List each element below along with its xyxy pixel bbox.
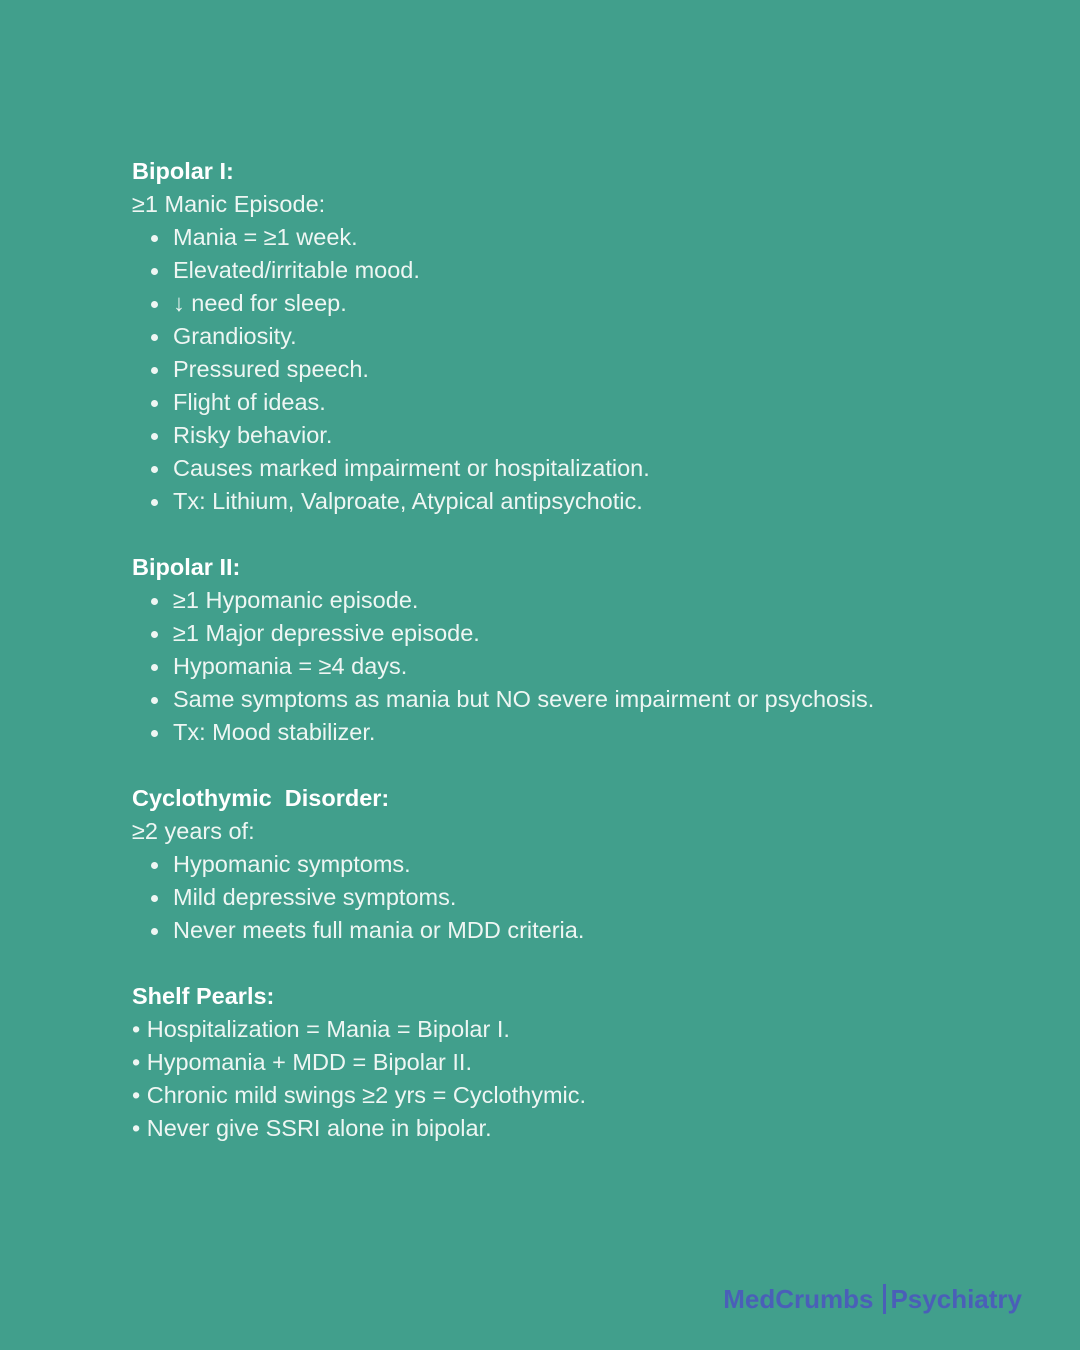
list-item: Flight of ideas.: [132, 386, 1032, 419]
list-item: ≥1 Hypomanic episode.: [132, 584, 1032, 617]
bullet-list: [132, 584, 1032, 749]
section-cyclothymic: [132, 782, 1032, 947]
list-item: Hypomania = ≥4 days.: [132, 650, 1032, 683]
bullet-list: [132, 848, 1032, 947]
list-item: Elevated/irritable mood.: [132, 254, 1032, 287]
brand-divider: [883, 1284, 886, 1314]
list-item: ↓ need for sleep.: [132, 287, 1032, 320]
section-bipolar-2: [132, 551, 1032, 749]
section-intro: ≥1 Manic Episode:: [132, 191, 326, 217]
brand-name: MedCrumbs: [723, 1284, 874, 1314]
list-item: Mania = ≥1 week.: [132, 221, 1032, 254]
section-shelf-pearls: [132, 980, 1032, 1145]
pearl-item: • Hospitalization = Mania = Bipolar I.: [132, 1016, 510, 1042]
section-title: Shelf Pearls:: [132, 983, 275, 1009]
list-item: Hypomanic symptoms.: [132, 848, 1032, 881]
section-intro: ≥2 years of:: [132, 818, 255, 844]
section-bipolar-1: [132, 155, 1032, 518]
list-item: Tx: Mood stabilizer.: [132, 716, 1032, 749]
bullet-list: [132, 221, 1032, 518]
list-item: Never meets full mania or MDD criteria.: [132, 914, 1032, 947]
list-item: ≥1 Major depressive episode.: [132, 617, 1032, 650]
pearl-item: • Never give SSRI alone in bipolar.: [132, 1115, 492, 1141]
section-title: Cyclothymic Disorder:: [132, 785, 390, 811]
list-item: Tx: Lithium, Valproate, Atypical antipsychotic.: [132, 485, 1032, 518]
brand-watermark: [723, 1282, 1022, 1316]
brand-category: Psychiatry: [890, 1284, 1022, 1314]
content: [132, 155, 1032, 1178]
list-item: Mild depressive symptoms.: [132, 881, 1032, 914]
list-item: Same symptoms as mania but NO severe impairment or psychosis.: [132, 683, 1032, 716]
pearl-item: • Hypomania + MDD = Bipolar II.: [132, 1049, 472, 1075]
list-item: Pressured speech.: [132, 353, 1032, 386]
pearl-item: • Chronic mild swings ≥2 yrs = Cyclothymic.: [132, 1082, 587, 1108]
section-title: Bipolar I:: [132, 158, 234, 184]
section-title: Bipolar II:: [132, 554, 241, 580]
list-item: Grandiosity.: [132, 320, 1032, 353]
list-item: Risky behavior.: [132, 419, 1032, 452]
list-item: Causes marked impairment or hospitalization.: [132, 452, 1032, 485]
